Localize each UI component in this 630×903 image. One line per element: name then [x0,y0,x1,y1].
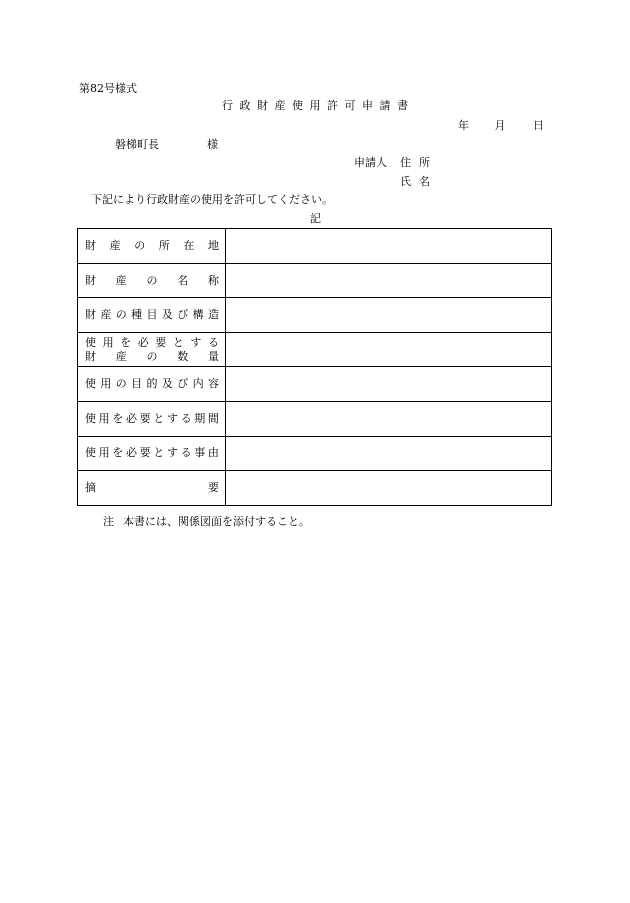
applicant-name-label: 氏名 [400,175,438,188]
addressee-honorific: 様 [207,138,218,151]
row-label [78,229,226,264]
table-row [78,471,552,506]
row-value[interactable] [226,332,552,367]
row-label [78,367,226,402]
row-value[interactable] [226,367,552,402]
applicant-label: 申請人 [354,156,387,169]
row-label-text: 財 産 の 種 目 及 び 構 造 [85,308,219,322]
ki-heading: 記 [310,212,321,225]
property-details-table [77,228,552,506]
row-label-text: 財 産 の 名 称 [85,273,219,287]
row-label-text-line2: 財 産 の 数 量 [85,349,219,363]
row-value[interactable] [226,263,552,298]
date-year-label: 年 [458,119,469,132]
document-title: 行政財産使用許可申請書 [222,99,415,112]
table-row [78,229,552,264]
date-day-label: 日 [533,119,544,132]
table-row [78,332,552,367]
table-row [78,401,552,436]
date-month-label: 月 [494,119,506,132]
row-label-text: 使 用 を 必 要 と す る 事 由 [85,446,219,460]
applicant-address-label: 住所 [400,156,438,169]
row-label [78,401,226,436]
addressee-name: 磐梯町長 [115,138,159,151]
row-label-text: 使 用 の 目 的 及 び 内 容 [85,377,219,391]
table-row [78,436,552,471]
row-value[interactable] [226,229,552,264]
row-label [78,332,226,367]
row-value[interactable] [226,401,552,436]
intro-text: 下記により行政財産の使用を許可してください。 [91,193,333,206]
note-text: 本書には、関係図面を添付すること。 [123,515,310,528]
table-row [78,367,552,402]
row-label-text-line1: 使 用 を 必 要 と す る [85,335,219,349]
row-label [78,298,226,333]
table-row [78,298,552,333]
row-label-text: 使 用 を 必 要 と す る 期 間 [85,411,219,425]
row-label [78,471,226,506]
row-label-text: 摘 要 [85,481,219,495]
row-label [78,436,226,471]
row-value[interactable] [226,298,552,333]
date-line [458,120,544,131]
table-row [78,263,552,298]
row-value[interactable] [226,471,552,506]
row-value[interactable] [226,436,552,471]
form-number: 第82号様式 [79,82,137,95]
row-label-text: 財 産 の 所 在 地 [85,238,219,252]
note-marker: 注 [103,515,114,528]
row-label [78,263,226,298]
